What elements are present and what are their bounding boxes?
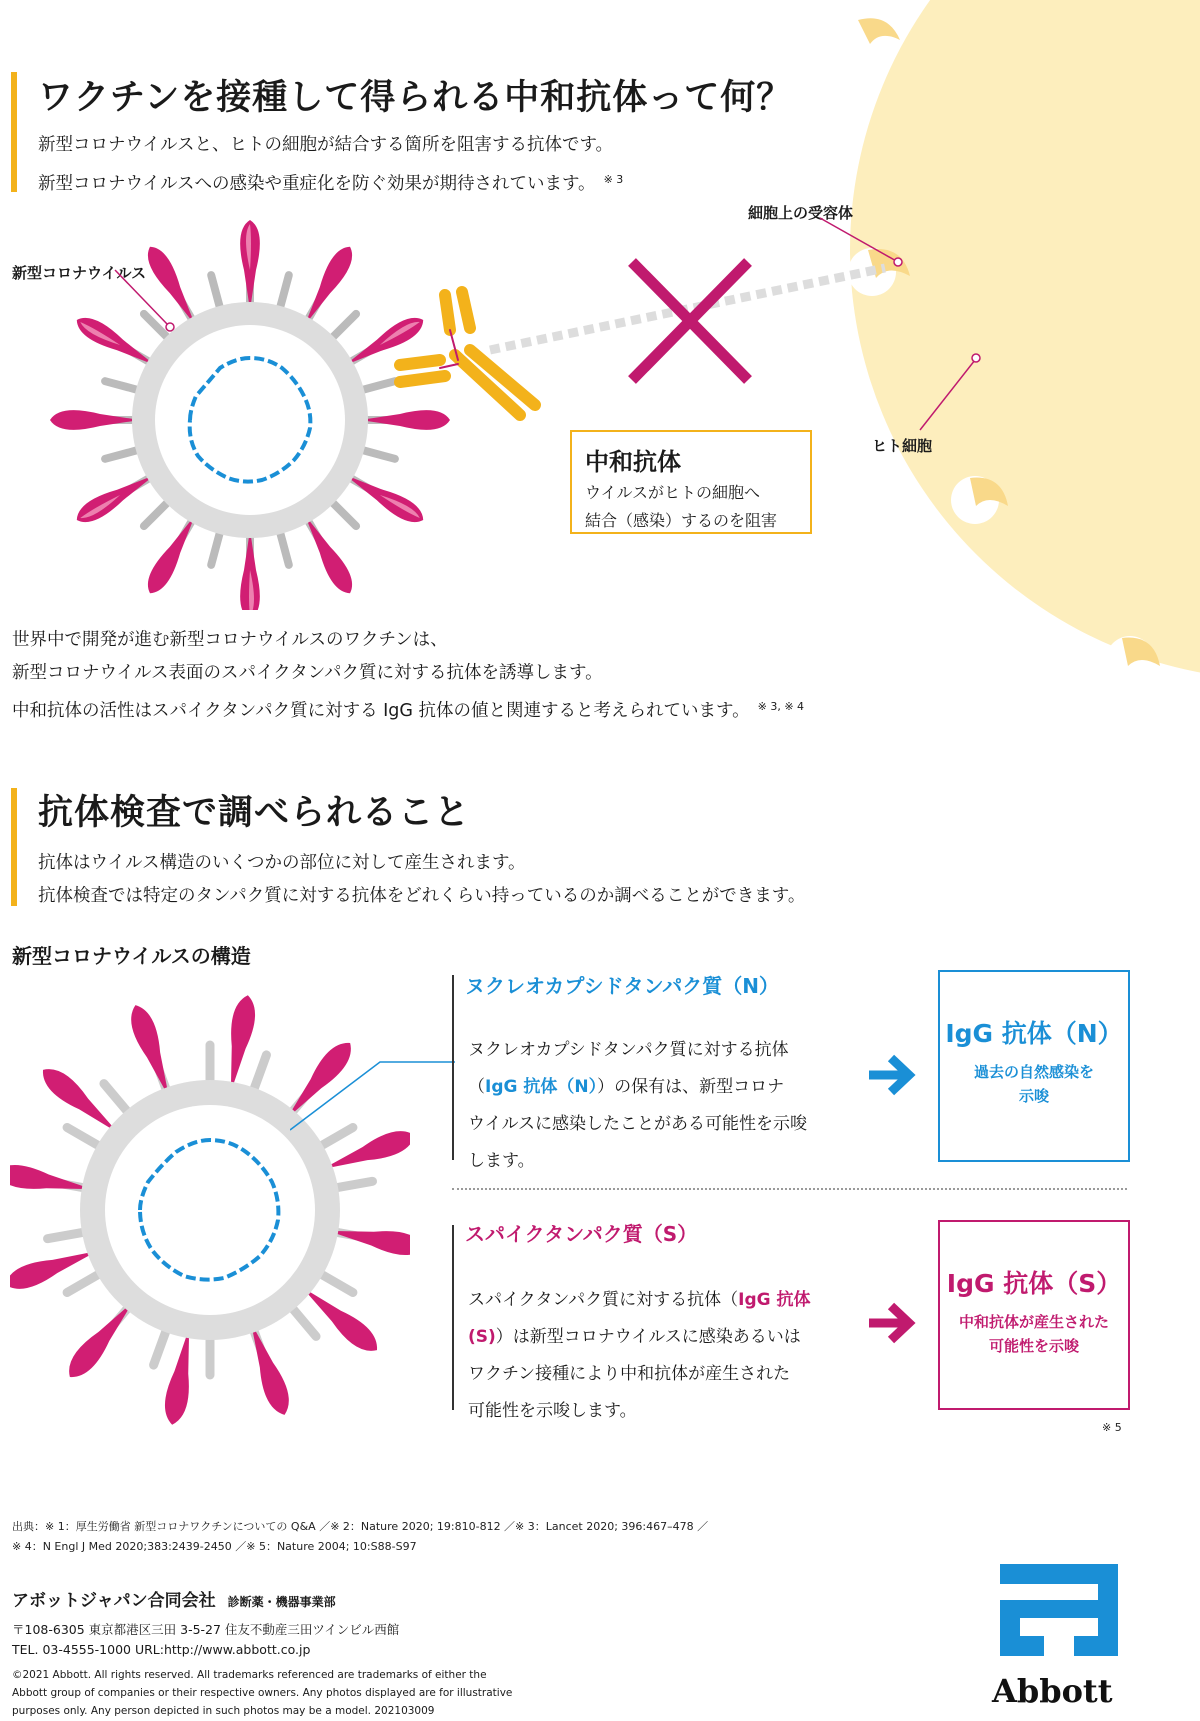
section1-line1: 新型コロナウイルスと、ヒトの細胞が結合する箇所を阻害する抗体です。 [38,135,614,155]
antibody-title: 中和抗体 [585,448,681,476]
s-text-2b: ）は新型コロナウイルスに感染あるいは [495,1327,801,1347]
section1-title: ワクチンを接種して得られる中和抗体って何？ [38,78,793,118]
s-text-2a: (S) [468,1327,496,1347]
body1-line3-text: 中和抗体の活性はスパイクタンパク質に対する IgG 抗体の値と関連すると考えられています。 [12,701,750,721]
section1-line2-text: 新型コロナウイルスへの感染や重症化を防ぐ効果が期待されています。 [38,174,596,194]
s-text-1a: スパイクタンパク質に対する抗体（ [468,1290,739,1310]
section2-accent-bar [11,788,17,906]
receptor-label: 細胞上の受容体 [748,204,854,222]
neutralization-diagram [0,190,1000,610]
company-contact: TEL. 03-4555-1000 URL:http://www.abbott.co.jp [12,1642,311,1657]
cell-label: ヒト細胞 [872,437,933,455]
copyright-2: Abbott group of companies or their respective owners. Any photos displayed are for illustrative [12,1687,513,1699]
section2-line2: 抗体検査では特定のタンパク質に対する抗体をどれくらい持っているのか調べることができます。 [38,886,806,906]
n-result-box [938,970,1130,1162]
s-heading: スパイクタンパク質（S） [465,1222,698,1246]
ref-mark: ※ 3, ※ 4 [757,700,805,713]
n-heading: ヌクレオカプシドタンパク質（N） [465,974,779,998]
n-text-2a: （ [468,1077,485,1097]
s-text-4: 可能性を示唆します。 [468,1401,637,1421]
company-name-text: アボットジャパン合同会社 [12,1591,216,1611]
s-text-1 [468,1282,811,1319]
antibody-desc-2: 結合（感染）するのを阻害 [585,511,778,530]
n-result-desc-2: 示唆 [1018,1087,1049,1105]
copyright-3: purposes only. Any person depicted in such photos may be a model. 202103009 [12,1705,435,1717]
n-callout-line [290,1060,460,1140]
section2-line1: 抗体はウイルス構造のいくつかの部位に対して産生されます。 [38,853,526,873]
n-text-4: します。 [468,1151,535,1171]
n-text-2 [468,1069,784,1106]
n-text-2c: ）の保有は、新型コロナ [597,1077,785,1097]
n-result-desc-1: 過去の自然感染を [973,1063,1094,1081]
sources-line2: ※ 4：N Engl J Med 2020;383:2439-2450 ／※ 5：Nature 2004; 10:S88-S97 [12,1540,417,1553]
divider [452,1188,1127,1190]
virus-label: 新型コロナウイルス [12,264,147,282]
n-text-3: ウイルスに感染したことがある可能性を示唆 [468,1114,807,1134]
n-text-2b: IgG 抗体（N） [485,1077,598,1097]
copyright-1: ©2021 Abbott. All rights reserved. All trademarks referenced are trademarks of either the [12,1669,487,1681]
n-result-title: IgG 抗体（N） [945,1019,1123,1048]
virus-structure-illustration [10,985,410,1435]
abbott-logo-text: Abbott [992,1672,1113,1710]
s-text-1b: IgG 抗体 [738,1290,811,1310]
company-address: 〒108-6305 東京都港区三田 3-5-27 住友不動産三田ツインビル西館 [12,1622,400,1637]
antibody-desc-1: ウイルスがヒトの細胞へ [585,483,761,502]
arrow-right-icon [865,1298,920,1348]
n-guide-line [452,975,454,1160]
s-result-title: IgG 抗体（S） [946,1269,1122,1298]
antibody-info-box [570,430,812,534]
section2-title: 抗体検査で調べられること [38,793,471,833]
company-division: 診断薬・機器事業部 [227,1595,336,1609]
s-text-3: ワクチン接種により中和抗体が産生された [468,1364,791,1384]
body1-line1: 世界中で開発が進む新型コロナウイルスのワクチンは、 [12,630,448,650]
structure-heading: 新型コロナウイルスの構造 [12,944,251,968]
s-result-box [938,1220,1130,1410]
sources-line1: 出典：※ 1：厚生労働省 新型コロナワクチンについての Q&A ／※ 2：Nature 2020; 19:810-812 ／※ 3：Lancet 2020; 396:467–478 ／ [12,1520,709,1533]
n-text-1: ヌクレオカプシドタンパク質に対する抗体 [468,1040,789,1060]
body1-line3 [12,689,804,729]
antibody-icon [400,292,535,415]
structure-ref: ※ 5 [1102,1421,1122,1434]
section1-accent-bar [11,72,17,192]
abbott-logo [990,1560,1130,1670]
virus-icon [50,220,450,610]
ref-mark: ※ 3 [603,173,624,186]
s-guide-line [452,1225,454,1410]
arrow-right-icon [865,1050,920,1100]
company-name [12,1586,336,1611]
s-result-desc-1: 中和抗体が産生された [958,1313,1109,1331]
s-result-desc-2: 可能性を示唆 [988,1337,1079,1355]
body1-line2: 新型コロナウイルス表面のスパイクタンパク質に対する抗体を誘導します。 [12,663,603,683]
s-text-2 [468,1319,801,1356]
